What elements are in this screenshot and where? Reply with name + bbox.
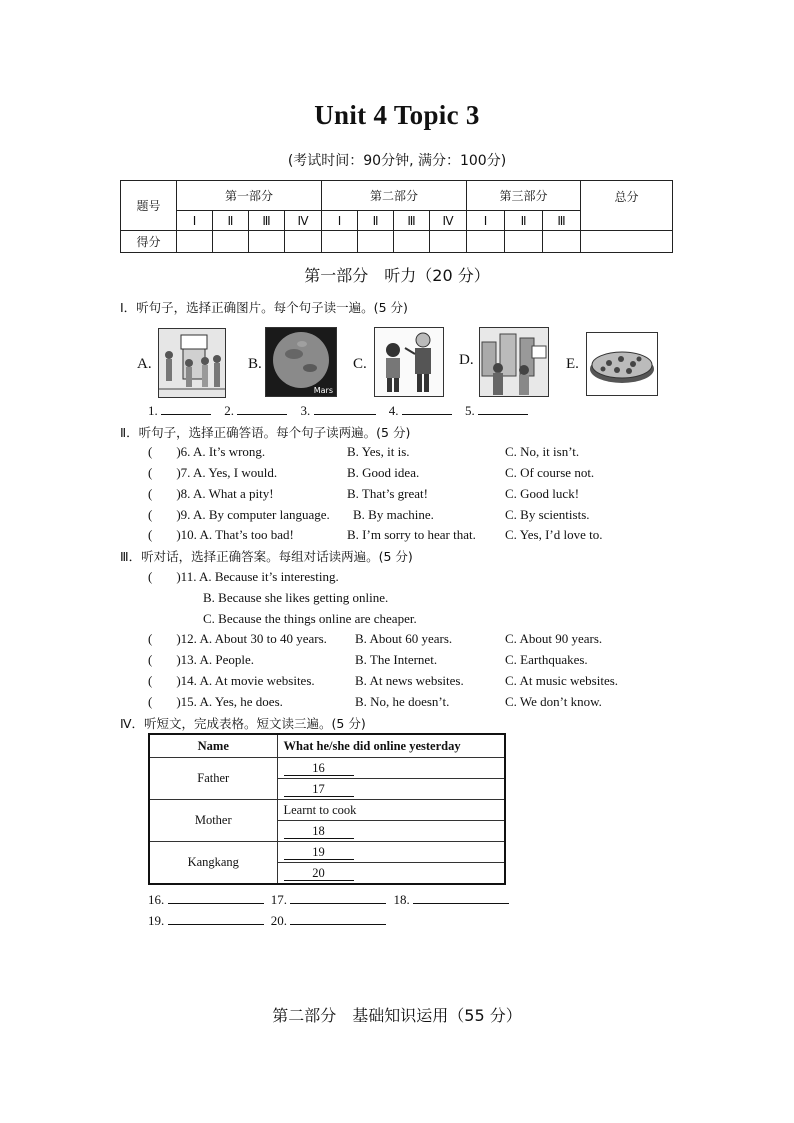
blank-label: 16. [148,892,165,907]
answer-blank[interactable] [402,402,452,415]
score-numeral: Ⅳ [285,211,322,231]
section1-heading: 第一部分 听力（20 分） [304,266,490,285]
q1-heading: Ⅰ．听句子，选择正确图片。每个句子读一遍。(5 分) [120,300,408,315]
score-table [120,180,673,253]
question-item: ( )8. A. What a pity! [148,486,274,501]
picture-letter: C. [353,356,367,372]
option-b: B. By machine. [353,507,434,522]
pizza-image [586,332,658,396]
question-item: ( )12. A. About 30 to 40 years. [148,631,327,646]
score-numeral: Ⅳ [430,211,467,231]
table-header-what: What he/she did online yesterday [277,734,505,758]
table-cell-mother: Mother [149,800,277,842]
score-numeral: Ⅱ [505,211,543,231]
score-cell[interactable] [322,231,358,253]
blank-20[interactable]: 20 [284,866,354,881]
mars-caption: Mars [313,386,333,395]
score-numeral: Ⅰ [177,211,213,231]
mars-planet-image [265,327,337,397]
picture-letter: B. [248,356,262,372]
answer-blank[interactable] [168,912,264,925]
score-cell[interactable] [358,231,394,253]
fill-in-table [148,733,506,885]
table-cell-kangkang: Kangkang [149,842,277,885]
score-part3: 第三部分 [467,181,581,211]
question-item: ( )14. A. At movie websites. [148,673,315,688]
q2-heading: Ⅱ．听句子，选择正确答语。每个句子读两遍。(5 分) [120,425,411,440]
score-cell[interactable] [581,231,673,253]
score-numeral: Ⅰ [322,211,358,231]
question-item: ( )15. A. Yes, he does. [148,694,283,709]
people-at-billboard-image [158,328,226,398]
blank-label: 19. [148,913,165,928]
option-c: C. We don’t know. [505,694,602,709]
option-c: C. Of course not. [505,465,595,480]
blank-19[interactable]: 19 [284,845,354,860]
option-c: C. No, it isn’t. [505,444,580,459]
option-b: B. Good idea. [347,465,420,480]
score-numeral: Ⅲ [543,211,581,231]
table-cell-mother-activity: Learnt to cook [277,800,505,821]
score-numeral: Ⅱ [358,211,394,231]
score-cell[interactable] [285,231,322,253]
people-in-city-image [479,327,549,397]
score-cell[interactable] [467,231,505,253]
exam-info: (考试时间：90分钟, 满分：100分) [287,153,507,169]
score-part2: 第二部分 [322,181,467,211]
score-cell[interactable] [213,231,249,253]
question-item: ( )6. A. It’s wrong. [148,444,266,459]
option-b: B. Because she likes getting online. [203,590,389,605]
option-b: B. The Internet. [355,652,438,667]
table-cell-father: Father [149,758,277,800]
blank-17[interactable]: 17 [284,782,354,797]
blank-label: 5. [465,403,475,418]
score-numeral: Ⅱ [213,211,249,231]
q4-heading: Ⅳ．听短文，完成表格。短文读三遍。(5 分) [120,716,366,731]
blank-label: 3. [300,403,311,418]
q4-answer-blanks-row1 [148,891,509,908]
q1-answer-blanks [148,402,528,419]
answer-blank[interactable] [161,402,211,415]
option-c: C. By scientists. [505,507,590,522]
q3-heading: Ⅲ．听对话，选择正确答案。每组对话读两遍。(5 分) [120,549,413,564]
option-b: B. About 60 years. [355,631,453,646]
question-item: ( )7. A. Yes, I would. [148,465,278,480]
option-c: C. Good luck! [505,486,580,501]
option-c: C. Earthquakes. [505,652,588,667]
option-c: C. Because the things online are cheaper. [203,611,417,626]
score-numeral: Ⅲ [249,211,285,231]
answer-blank[interactable] [237,402,287,415]
question-item: ( )9. A. By computer language. [148,507,330,522]
blank-label: 18. [393,892,410,907]
score-cell[interactable] [430,231,467,253]
q4-answer-blanks-row2 [148,912,386,929]
score-numeral: Ⅲ [394,211,430,231]
score-cell[interactable] [177,231,213,253]
blank-16[interactable]: 16 [284,761,354,776]
two-people-talking-image [374,327,444,397]
blank-18[interactable]: 18 [284,824,354,839]
answer-blank[interactable] [413,891,509,904]
blank-label: 4. [388,403,399,418]
blank-label: 2. [224,403,234,418]
answer-blank[interactable] [314,402,376,415]
score-row-label: 题号 [121,181,177,231]
answer-blank[interactable] [478,402,528,415]
blank-label: 20. [270,913,287,928]
question-item: ( )11. A. Because it’s interesting. [148,569,339,584]
score-cell[interactable] [505,231,543,253]
answer-blank[interactable] [290,891,386,904]
question-item: ( )10. A. That’s too bad! [148,527,294,542]
blank-label: 17. [270,892,287,907]
blank-label: 1. [148,403,158,418]
score-total: 总分 [581,181,673,231]
answer-blank[interactable] [290,912,386,925]
option-c: C. About 90 years. [505,631,603,646]
score-cell[interactable] [394,231,430,253]
option-b: B. I’m sorry to hear that. [347,527,476,542]
score-row-label: 得分 [121,231,177,253]
score-cell[interactable] [249,231,285,253]
option-b: B. That’s great! [347,486,428,501]
option-c: C. At music websites. [505,673,619,688]
table-header-name: Name [149,734,277,758]
picture-letter: A. [137,356,152,372]
option-b: B. No, he doesn’t. [355,694,450,709]
option-b: B. At news websites. [355,673,464,688]
option-c: C. Yes, I’d love to. [505,527,603,542]
score-cell[interactable] [543,231,581,253]
picture-letter: D. [459,352,474,368]
section2-heading: 第二部分 基础知识运用（55 分） [272,1006,522,1025]
page-title: Unit 4 Topic 3 [314,100,480,130]
answer-blank[interactable] [168,891,264,904]
picture-letter: E. [566,356,579,372]
score-numeral: Ⅰ [467,211,505,231]
option-b: B. Yes, it is. [347,444,410,459]
question-item: ( )13. A. People. [148,652,254,667]
score-part1: 第一部分 [177,181,322,211]
